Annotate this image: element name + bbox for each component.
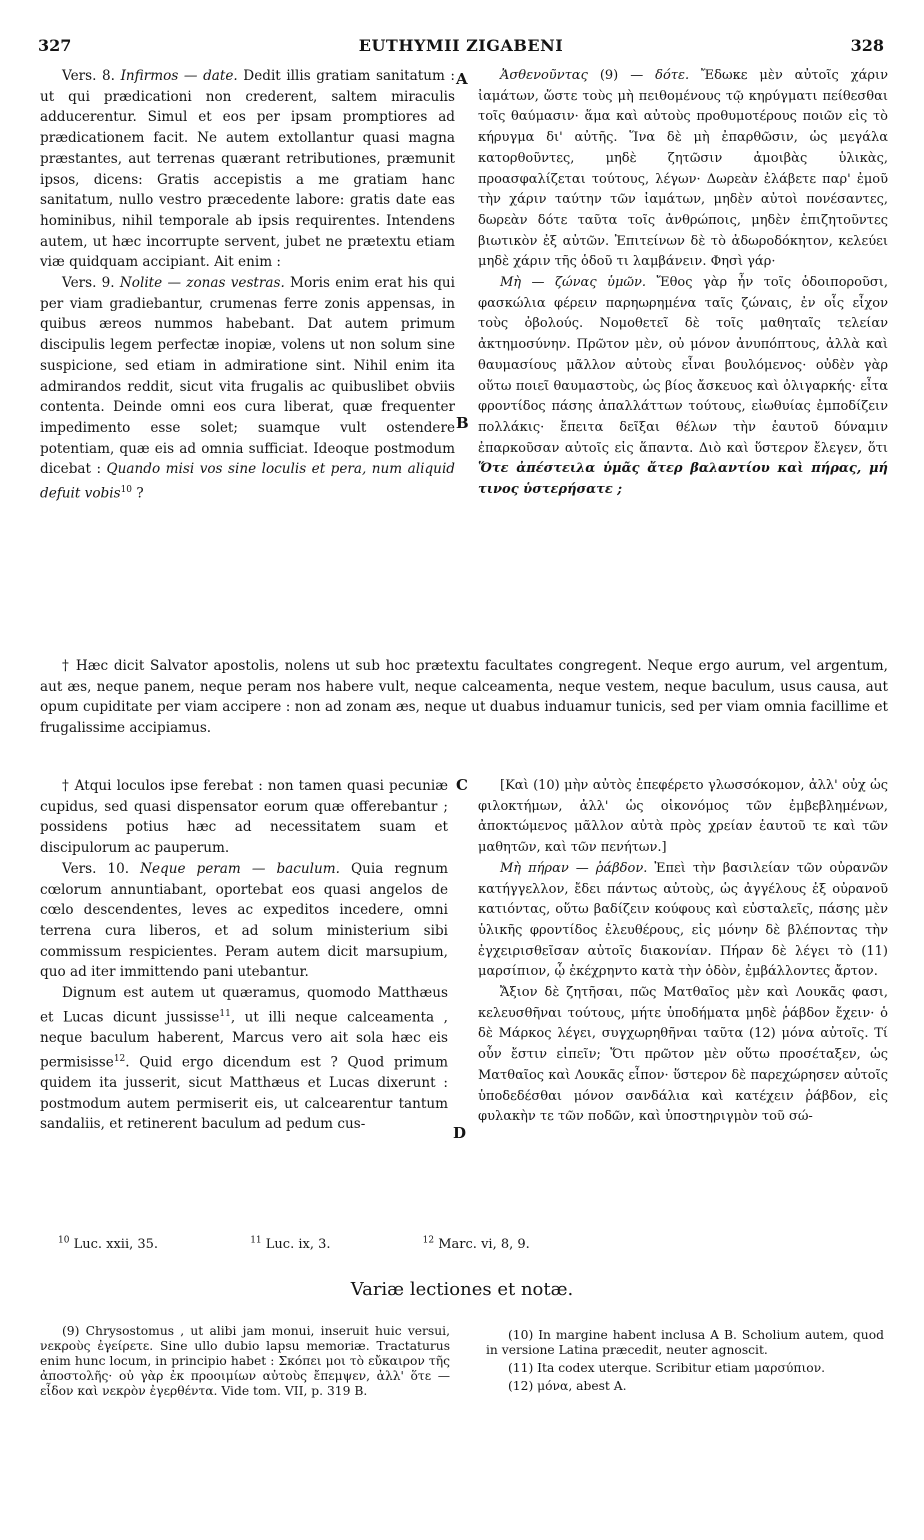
verse-lemma-end: — δότε. — [630, 68, 690, 83]
variae-notes-right — [486, 1328, 884, 1397]
margin-mark-a: A — [456, 70, 468, 88]
scripture-footnotes — [58, 1236, 618, 1252]
latin-paragraph: † Atqui loculos ipse ferebat : non tamen quasi pecuniæ cupidus, sed quasi dispensator eorum quæ offerebantur ; possidens potius hæc ad necessitatem suam et discipulorum ac pauperum. — [40, 778, 448, 857]
latin-column-1 — [40, 66, 455, 504]
latin-paragraph — [40, 66, 455, 273]
paragraph-text: Νομοθετεῖ δὲ τοῖς μαθηταῖς τελείαν ἀκτημοσύνην. Πρῶτον μὲν, οὐ μόνον ἀνυπόπτους, ἀλλὰ καὶ θαυμασίους μᾶλλον αὐτοὺς εἶναι βουλόμενος· οὐδὲν γὰρ οὕτω ποιεῖ θαυμαστοὺς, ὡς βίος ἄσκευος καὶ ὀλιγαρκής· εἶτα φροντίδος πάσης ἀπαλλάττων τούτους, εἰωθυίας ἐμποδίζειν πολλάκις· ἔπειτα δεῖξαι θέλων τὴν ἑαυτοῦ δύναμιν ἐπαρκοῦσαν αὐτοῖς εἰς ἅπαντα. Διὸ καὶ ὕστερον ἔλεγεν, ὅτι — [478, 316, 888, 456]
footnote: $^{11}$ Luc. ix, 3. — [250, 1236, 331, 1253]
paragraph-text: Ἐπεὶ τὴν βασιλείαν τῶν οὐρανῶν κατήγγελλον, ἔδει πάντως αὐτοὺς, ὡς ἀγγέλους ἐξ οὐρανοῦ κατιόντας, οὕτω βαδίζειν κούφους καὶ εὐσταλεῖς, πάσης μὲν ὑλικῆς φροντίδος ἐλευθέρους, εἰς μόνην δὲ βλέποντας τὴν ἐγχειρισθεῖσαν αὐτοῖς διακονίαν. Πήραν δὲ λέγει τὸ (11) μαρσίπιον, ᾧ ἐκέχρηντο κατὰ τὴν ὁδὸν, ἐμβάλλοντες ἄρτον. — [478, 860, 888, 980]
greek-paragraph: [Καὶ (10) μὴν αὐτὸς ἐπεφέρετο γλωσσόκομον, ἀλλ' οὐχ ὡς φιλοκτήμων, ἀλλ' ὡς οἰκονόμος τῶν ἐμβεβλημένων, ἀποκτώμενος μᾶλλον αὐτὰ πρὸς χρείαν ἑαυτοῦ τε καὶ τῶν μαθητῶν, καὶ τῶν πενήτων.] — [478, 778, 888, 856]
paragraph-text: , ut illi neque calceamenta , neque baculum haberent, Marcus vero ait sola hæc eis permisisse — [40, 1009, 448, 1071]
page-number-left: 327 — [38, 36, 72, 55]
latin-column-2 — [40, 776, 448, 1135]
footnote-ref: 10 — [120, 485, 133, 496]
footnote-ref: 11 — [219, 1008, 231, 1019]
verse-label: Vers. 10. — [62, 860, 130, 877]
variae-notes-left — [40, 1324, 450, 1399]
paragraph-text: Dignum est autem ut quæramus, quomodo Matthæus et Lucas dicunt jussisse — [40, 985, 448, 1026]
variant-note: (12) μόνα, abest A. — [508, 1379, 627, 1393]
footnote-ref: 12 — [113, 1053, 126, 1064]
verse-label: Vers. 8. — [62, 68, 115, 84]
paragraph-text: Quia regnum cœlorum annuntiabant, oportebat eos quasi angelos de cœlo descendentes, leves ac expeditos incedere, omni terrena cura liberos, et ad solum ministerium sibi commissum respicientes. Peram autem dicit marsupium, quo ad iter immittendo pani utebantur. — [40, 860, 448, 981]
note-ref: (9) — [599, 68, 619, 83]
variant-note: (11) Ita codex uterque. Scribitur etiam μαρσύπιον. — [508, 1361, 826, 1375]
greek-column-2 — [478, 776, 888, 1128]
paragraph-text: Moris enim erat his qui per viam gradiebantur, crumenas ferre zonis appensas, in quibus æreos nummos habebant. Dat autem primum discipulis legem perfectæ inopiæ, volens ut non solum sine suspicione, sed etiam in admiratione sint. Nihil enim ita admirandos reddit, sicut vita frugalis ac quibuslibet obviis contenta. Deinde omni eos cura liberat, quæ frequenter impedimento esse solet; suamque vult ostendere potentiam, quæ eis ad omnia sufficiat. Ideoque postmodum dicebat : — [40, 275, 456, 478]
verse-lemma: Μὴ πήραν — ῥάβδον. — [500, 860, 648, 876]
verse-label: Vers. 9. — [62, 275, 115, 292]
variant-note: (9) Chrysostomus , ut alibi jam monui, inseruit huic versui, νεκροὺς ἐγείρετε. Sine ullo dubio lapsu memoriæ. Tractaturus enim hunc locum, in principio habet : Σκόπει μοι τὸ εὔκαιρον τῆς ἀποστολῆς· οὐ γὰρ ἐκ προοιμίων αὐτοὺς ἔπεμψεν, ἀλλ' ὅτε — εἶδον καὶ νεκρὸν ἐγερθέντα. Vide tom. VII, p. 319 B. — [40, 1324, 450, 1398]
verse-lemma: Μὴ — ζώνας ὑμῶν. — [500, 275, 647, 291]
footnote: $^{10}$ Luc. xxii, 35. — [58, 1236, 159, 1253]
greek-paragraph — [478, 66, 888, 273]
verse-lemma: Ἀσθενοῦντας — [500, 68, 588, 83]
latin-paragraph — [40, 273, 455, 504]
greek-paragraph — [478, 273, 888, 501]
paragraph-text: . Quid ergo dicendum est ? Quod primum quidem ita jusserit, sicut Matthæus et Lucas dixerunt : postmodum autem permiserit eis, ut calcearentur tantum sandaliis, et retinerent baculum ad pedum cus- — [40, 1054, 448, 1133]
footnote: $^{12}$ Marc. vi, 8, 9. — [422, 1236, 530, 1253]
paragraph-text: Ἔδωκε μὲν αὐτοῖς χάριν ἰαμάτων, ὥστε τοὺς μὴ πειθομένους τῷ κηρύγματι πείθεσθαι τοῖς θαύμασιν· ἅμα καὶ αὐτοὺς προθυμοτέρους ποιῶν εἰς τὸ κήρυγμα δι' αὐτῆς. Ἵνα δὲ μὴ ἐπαρθῶσιν, ὡς μεγάλα κατορθοῦντες, μηδὲ ζητῶσιν ἀμοιβὰς ὑλικὰς, προασφαλίζεται τούτους, λέγων· Δωρεὰν ἐλάβετε παρ' ἐμοῦ τὴν χάριν ταύτην τῶν ἰαμάτων, μηδὲν αὐτοὶ πονέσαντες, δωρεὰν δότε ταῦτα τοῖς ἀνθρώποις, μηδὲν ἐπιζητοῦντες βιωτικὸν ἐξ αὐτῶν. Ἐπιτείνων δὲ τὸ ἀδωροδόκητον, κελεύει μηδὲ χάριν τῆς ὁδοῦ τι λαμβάνειν. Φησὶ γάρ· — [478, 68, 888, 270]
variant-note: (10) In margine habent inclusa A B. Scholium autem, quod in versione Latina præcedit, neuter agnoscit. — [486, 1328, 884, 1357]
variae-title: Variæ lectiones et notæ. — [350, 1279, 574, 1300]
page-title: EUTHYMII ZIGABENI — [358, 36, 564, 55]
page-number-right: 328 — [850, 36, 884, 55]
greek-column-1 — [478, 66, 888, 501]
margin-mark-d: D — [453, 1124, 467, 1142]
verse-lemma: Infirmos — date. — [120, 68, 238, 84]
margin-mark-c: C — [456, 776, 468, 794]
fullwidth-paragraph: † Hæc dicit Salvator apostolis, nolens ut sub hoc prætextu facultates congregent. Neque ergo aurum, vel argentum, aut æs, neque panem, neque peram nos habere vult, neque calceamenta, neque vestem, neque baculum, usus causa, aut opum cupiditate per viam accipere : non ad zonam æs, neque ut duabus induamur tunicis, sed per viam omnia facillime et frugalissime accipiamus. — [40, 658, 888, 737]
running-header — [38, 36, 884, 60]
paragraph-text: Dedit illis gratiam sanitatum : ut qui prædicationi non crederent, saltem miraculis adducerentur. Simul et eos per ipsam promptiores ad prædicationem facit. Ne autem extollantur quasi magna præstantes, aut terrenas quærant retributiones, præmunit ipsos, dicens: Gratis accepistis a me gratiam hanc sanitatum, nullo vestro præcedente labore: gratis date eas hominibus, nihil temporale ab ipsis requirentes. Intendens autem, ut hæc incorrupte servent, jubet ne prætextu etiam viæ quidquam accipiant. Ait enim : — [40, 68, 455, 271]
latin-paragraph — [40, 859, 448, 983]
margin-mark-b: B — [456, 414, 469, 432]
scripture-quote: Quando misi vos sine loculis et pera, num aliquid defuit vobis — [40, 461, 455, 502]
verse-lemma: Neque peram — baculum. — [140, 860, 340, 877]
quote-end: ? — [132, 485, 144, 502]
scripture-quote: Ὅτε ἀπέστειλα ὑμᾶς ἄτερ βαλαντίου καὶ πήρας, μή τινος ὑστερήσατε ; — [478, 461, 888, 498]
paragraph-text: Ἔθος γὰρ ἦν τοῖς ὁδοιποροῦσι, φασκώλια φέρειν παρηωρημένα ταῖς ζώναις, ἐν οἷς εἶχον τοὺς ὀβολούς. — [478, 275, 888, 332]
greek-paragraph — [478, 859, 888, 983]
greek-paragraph: Ἄξιον δὲ ζητῆσαι, πῶς Ματθαῖος μὲν καὶ Λουκᾶς φασι, κελευσθῆναι τούτους, μήτε ὑποδήματα μηδὲ ῥάβδον ἔχειν· ὁ δὲ Μάρκος λέγει, συγχωρηθῆναι ταῦτα (12) μόνα αὐτοῖς. Τί οὖν ἔστιν εἰπεῖν; Ὅτι πρῶτον μὲν οὕτω προσέταξεν, ὡς Ματθαῖος καὶ Λουκᾶς εἶπον· ὕστερον δὲ παρεχώρησεν αὐτοῖς ὑποδεδέσθαι μόνον σανδάλια καὶ κατέχειν ῥάβδον, εἰς φυλακὴν τε τῶν ποδῶν, καὶ ὑποστηριγμὸν τοῦ σώ- — [478, 985, 888, 1125]
verse-lemma: Nolite — zonas vestras. — [119, 275, 285, 292]
fullwidth-block — [40, 656, 888, 739]
latin-paragraph — [40, 983, 448, 1135]
